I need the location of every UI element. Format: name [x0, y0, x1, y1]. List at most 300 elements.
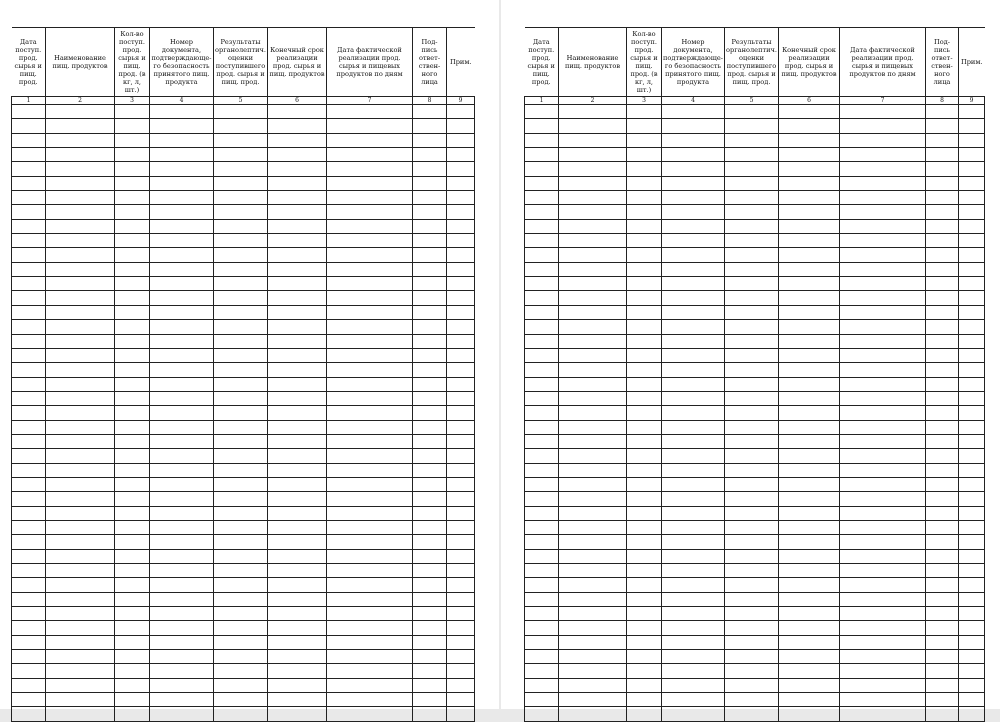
table-cell: [559, 348, 627, 362]
table-cell: [413, 205, 447, 219]
table-cell: [413, 406, 447, 420]
table-cell: [150, 678, 214, 692]
table-cell: [413, 463, 447, 477]
table-cell: [725, 406, 779, 420]
table-cell: [840, 578, 926, 592]
table-cell: [779, 363, 840, 377]
table-cell: [214, 320, 268, 334]
table-cell: [662, 506, 725, 520]
table-cell: [46, 105, 115, 119]
table-cell: [413, 621, 447, 635]
table-cell: [46, 363, 115, 377]
table-cell: [840, 678, 926, 692]
table-cell: [413, 650, 447, 664]
table-cell: [150, 119, 214, 133]
table-cell: [840, 105, 926, 119]
table-cell: [840, 305, 926, 319]
table-cell: [268, 391, 327, 405]
table-cell: [327, 506, 413, 520]
table-cell: [268, 520, 327, 534]
table-row: [525, 506, 985, 520]
table-cell: [525, 707, 559, 721]
table-cell: [627, 449, 662, 463]
table-cell: [725, 592, 779, 606]
table-row: [525, 650, 985, 664]
table-cell: [725, 449, 779, 463]
table-cell: [559, 277, 627, 291]
table-cell: [214, 607, 268, 621]
table-cell: [413, 148, 447, 162]
table-cell: [559, 621, 627, 635]
table-cell: [12, 320, 46, 334]
table-cell: [525, 449, 559, 463]
table-cell: [115, 635, 150, 649]
table-cell: [662, 406, 725, 420]
table-cell: [150, 320, 214, 334]
table-cell: [725, 463, 779, 477]
table-cell: [214, 277, 268, 291]
table-cell: [959, 334, 985, 348]
table-cell: [447, 320, 475, 334]
table-cell: [447, 219, 475, 233]
table-cell: [779, 650, 840, 664]
table-cell: [959, 463, 985, 477]
table-cell: [413, 549, 447, 563]
table-cell: [559, 693, 627, 707]
table-row: [525, 678, 985, 692]
table-cell: [413, 578, 447, 592]
table-cell: [926, 320, 959, 334]
table-cell: [725, 291, 779, 305]
table-cell: [926, 664, 959, 678]
table-cell: [214, 578, 268, 592]
table-cell: [725, 191, 779, 205]
table-cell: [559, 406, 627, 420]
table-cell: [926, 520, 959, 534]
table-cell: [779, 477, 840, 491]
table-cell: [559, 205, 627, 219]
table-cell: [46, 391, 115, 405]
column-number: 6: [779, 97, 840, 105]
table-cell: [779, 621, 840, 635]
table-cell: [115, 363, 150, 377]
table-cell: [926, 391, 959, 405]
table-cell: [447, 578, 475, 592]
table-cell: [725, 607, 779, 621]
table-cell: [627, 119, 662, 133]
table-cell: [46, 119, 115, 133]
table-cell: [525, 492, 559, 506]
table-cell: [447, 148, 475, 162]
table-cell: [959, 262, 985, 276]
table-cell: [150, 607, 214, 621]
table-cell: [214, 549, 268, 563]
table-row: [525, 535, 985, 549]
table-cell: [327, 434, 413, 448]
table-cell: [327, 320, 413, 334]
table-cell: [46, 549, 115, 563]
table-cell: [268, 119, 327, 133]
table-row: [12, 234, 475, 248]
column-number: 8: [926, 97, 959, 105]
table-row: [525, 434, 985, 448]
table-cell: [150, 693, 214, 707]
table-cell: [779, 148, 840, 162]
table-cell: [525, 377, 559, 391]
table-cell: [413, 363, 447, 377]
table-cell: [559, 119, 627, 133]
table-cell: [268, 420, 327, 434]
table-cell: [214, 477, 268, 491]
table-cell: [214, 621, 268, 635]
table-cell: [627, 377, 662, 391]
table-cell: [662, 391, 725, 405]
table-cell: [150, 520, 214, 534]
table-cell: [525, 477, 559, 491]
table-cell: [214, 650, 268, 664]
table-cell: [662, 377, 725, 391]
table-cell: [559, 305, 627, 319]
table-cell: [779, 693, 840, 707]
table-cell: [115, 492, 150, 506]
table-cell: [115, 477, 150, 491]
table-cell: [46, 564, 115, 578]
table-cell: [46, 693, 115, 707]
table-cell: [268, 549, 327, 563]
table-cell: [662, 334, 725, 348]
table-cell: [115, 133, 150, 147]
table-row: [525, 133, 985, 147]
table-cell: [559, 463, 627, 477]
table-cell: [627, 191, 662, 205]
table-cell: [959, 133, 985, 147]
table-cell: [447, 291, 475, 305]
table-cell: [779, 205, 840, 219]
table-cell: [327, 234, 413, 248]
table-cell: [413, 248, 447, 262]
table-cell: [327, 148, 413, 162]
table-cell: [559, 219, 627, 233]
table-cell: [214, 291, 268, 305]
table-row: [12, 607, 475, 621]
table-row: [12, 277, 475, 291]
table-cell: [525, 520, 559, 534]
table-cell: [268, 248, 327, 262]
table-cell: [12, 678, 46, 692]
table-cell: [725, 564, 779, 578]
table-cell: [779, 162, 840, 176]
table-cell: [627, 592, 662, 606]
table-cell: [12, 420, 46, 434]
table-cell: [926, 334, 959, 348]
table-cell: [525, 191, 559, 205]
table-cell: [12, 434, 46, 448]
table-cell: [413, 262, 447, 276]
table-cell: [662, 133, 725, 147]
table-cell: [959, 650, 985, 664]
table-cell: [447, 162, 475, 176]
table-cell: [926, 564, 959, 578]
table-row: [525, 621, 985, 635]
table-cell: [214, 449, 268, 463]
table-cell: [779, 391, 840, 405]
table-cell: [627, 248, 662, 262]
table-cell: [327, 520, 413, 534]
table-cell: [959, 520, 985, 534]
table-cell: [840, 133, 926, 147]
table-cell: [525, 176, 559, 190]
table-cell: [926, 291, 959, 305]
table-cell: [840, 434, 926, 448]
table-cell: [447, 434, 475, 448]
table-cell: [959, 105, 985, 119]
table-row: [525, 377, 985, 391]
table-cell: [327, 549, 413, 563]
table-cell: [12, 535, 46, 549]
table-cell: [268, 564, 327, 578]
table-cell: [662, 291, 725, 305]
table-cell: [12, 334, 46, 348]
table-cell: [627, 535, 662, 549]
table-cell: [840, 664, 926, 678]
table-cell: [725, 363, 779, 377]
table-cell: [926, 105, 959, 119]
table-cell: [268, 693, 327, 707]
table-cell: [662, 477, 725, 491]
table-cell: [268, 205, 327, 219]
table-cell: [46, 434, 115, 448]
table-cell: [725, 678, 779, 692]
table-cell: [959, 506, 985, 520]
table-cell: [447, 119, 475, 133]
table-cell: [959, 148, 985, 162]
header-cell: Дата фактической реализации прод. сырья и пищевых продуктов по дням: [327, 28, 413, 97]
table-row: [525, 348, 985, 362]
table-cell: [413, 506, 447, 520]
table-cell: [115, 119, 150, 133]
table-cell: [327, 363, 413, 377]
table-cell: [525, 607, 559, 621]
table-cell: [525, 635, 559, 649]
table-cell: [150, 650, 214, 664]
table-cell: [840, 162, 926, 176]
table-cell: [725, 262, 779, 276]
table-cell: [725, 535, 779, 549]
table-cell: [525, 406, 559, 420]
table-cell: [525, 348, 559, 362]
table-cell: [46, 492, 115, 506]
table-cell: [12, 463, 46, 477]
table-cell: [447, 391, 475, 405]
header-cell: Дата фактической реализации прод. сырья и пищевых продуктов по дням: [840, 28, 926, 97]
table-cell: [115, 549, 150, 563]
column-number: 2: [559, 97, 627, 105]
table-cell: [779, 119, 840, 133]
table-cell: [662, 635, 725, 649]
table-cell: [12, 291, 46, 305]
table-cell: [115, 162, 150, 176]
table-cell: [413, 305, 447, 319]
table-cell: [662, 463, 725, 477]
table-row: [12, 592, 475, 606]
table-cell: [725, 549, 779, 563]
table-cell: [627, 234, 662, 248]
table-cell: [959, 248, 985, 262]
table-cell: [115, 248, 150, 262]
table-cell: [214, 391, 268, 405]
table-cell: [525, 650, 559, 664]
table-row: [525, 191, 985, 205]
table-cell: [662, 564, 725, 578]
table-cell: [268, 592, 327, 606]
table-cell: [12, 477, 46, 491]
table-cell: [525, 291, 559, 305]
table-cell: [150, 363, 214, 377]
table-cell: [840, 248, 926, 262]
table-cell: [12, 506, 46, 520]
table-cell: [327, 133, 413, 147]
table-cell: [46, 678, 115, 692]
table-cell: [926, 492, 959, 506]
table-cell: [559, 506, 627, 520]
table-cell: [327, 621, 413, 635]
table-cell: [447, 707, 475, 721]
table-cell: [525, 693, 559, 707]
table-row: [525, 391, 985, 405]
table-cell: [959, 578, 985, 592]
table-cell: [627, 607, 662, 621]
table-cell: [840, 707, 926, 721]
table-cell: [525, 234, 559, 248]
table-cell: [627, 176, 662, 190]
table-cell: [150, 406, 214, 420]
header-cell: Номер документа, подтверждающе-го безопасность принятого пищ. продукта: [662, 28, 725, 97]
table-cell: [926, 420, 959, 434]
table-cell: [840, 535, 926, 549]
table-cell: [327, 291, 413, 305]
table-cell: [327, 592, 413, 606]
table-cell: [559, 420, 627, 434]
table-cell: [268, 664, 327, 678]
table-cell: [779, 664, 840, 678]
table-cell: [959, 305, 985, 319]
table-cell: [327, 492, 413, 506]
table-cell: [447, 650, 475, 664]
table-cell: [959, 693, 985, 707]
table-row: [525, 664, 985, 678]
table-cell: [525, 219, 559, 233]
table-row: [12, 119, 475, 133]
table-cell: [627, 564, 662, 578]
table-cell: [662, 191, 725, 205]
table-cell: [12, 564, 46, 578]
table-cell: [926, 305, 959, 319]
table-cell: [559, 262, 627, 276]
table-cell: [662, 219, 725, 233]
table-cell: [627, 363, 662, 377]
table-cell: [46, 535, 115, 549]
table-cell: [12, 133, 46, 147]
table-cell: [840, 520, 926, 534]
table-cell: [115, 564, 150, 578]
table-cell: [926, 191, 959, 205]
table-row: [525, 119, 985, 133]
table-cell: [959, 477, 985, 491]
table-cell: [559, 291, 627, 305]
table-cell: [413, 133, 447, 147]
table-cell: [725, 219, 779, 233]
table-cell: [413, 234, 447, 248]
table-cell: [559, 678, 627, 692]
table-cell: [115, 277, 150, 291]
left-page: [0, 0, 499, 709]
header-cell: Дата поступ. прод. сырья и пищ. прод.: [525, 28, 559, 97]
table-cell: [840, 549, 926, 563]
table-row: [12, 477, 475, 491]
table-cell: [725, 621, 779, 635]
table-cell: [150, 291, 214, 305]
table-cell: [447, 449, 475, 463]
table-cell: [662, 162, 725, 176]
table-cell: [840, 463, 926, 477]
table-cell: [413, 334, 447, 348]
table-cell: [327, 191, 413, 205]
table-cell: [840, 334, 926, 348]
header-cell: Результаты органолептич. оценки поступившего прод. сырья и пищ. прод.: [214, 28, 268, 97]
table-cell: [150, 334, 214, 348]
table-row: [525, 463, 985, 477]
table-cell: [46, 176, 115, 190]
table-cell: [959, 377, 985, 391]
table-row: [12, 334, 475, 348]
table-cell: [413, 291, 447, 305]
column-number: 6: [268, 97, 327, 105]
table-cell: [725, 248, 779, 262]
table-cell: [150, 635, 214, 649]
table-cell: [662, 105, 725, 119]
table-cell: [413, 477, 447, 491]
table-cell: [46, 162, 115, 176]
header-cell: Под-пись ответ-ствен-ного лица: [413, 28, 447, 97]
table-cell: [150, 578, 214, 592]
table-cell: [115, 348, 150, 362]
table-cell: [926, 234, 959, 248]
table-cell: [559, 105, 627, 119]
table-cell: [413, 592, 447, 606]
table-cell: [725, 420, 779, 434]
table-cell: [214, 133, 268, 147]
table-cell: [150, 664, 214, 678]
table-cell: [926, 148, 959, 162]
table-cell: [268, 406, 327, 420]
table-cell: [46, 248, 115, 262]
column-number: 3: [627, 97, 662, 105]
table-cell: [926, 707, 959, 721]
table-cell: [959, 678, 985, 692]
table-cell: [150, 348, 214, 362]
table-cell: [959, 348, 985, 362]
table-cell: [662, 234, 725, 248]
table-cell: [115, 578, 150, 592]
table-cell: [926, 449, 959, 463]
table-cell: [150, 248, 214, 262]
table-cell: [662, 492, 725, 506]
table-cell: [959, 363, 985, 377]
table-cell: [725, 477, 779, 491]
table-cell: [447, 334, 475, 348]
table-cell: [559, 520, 627, 534]
table-cell: [447, 262, 475, 276]
